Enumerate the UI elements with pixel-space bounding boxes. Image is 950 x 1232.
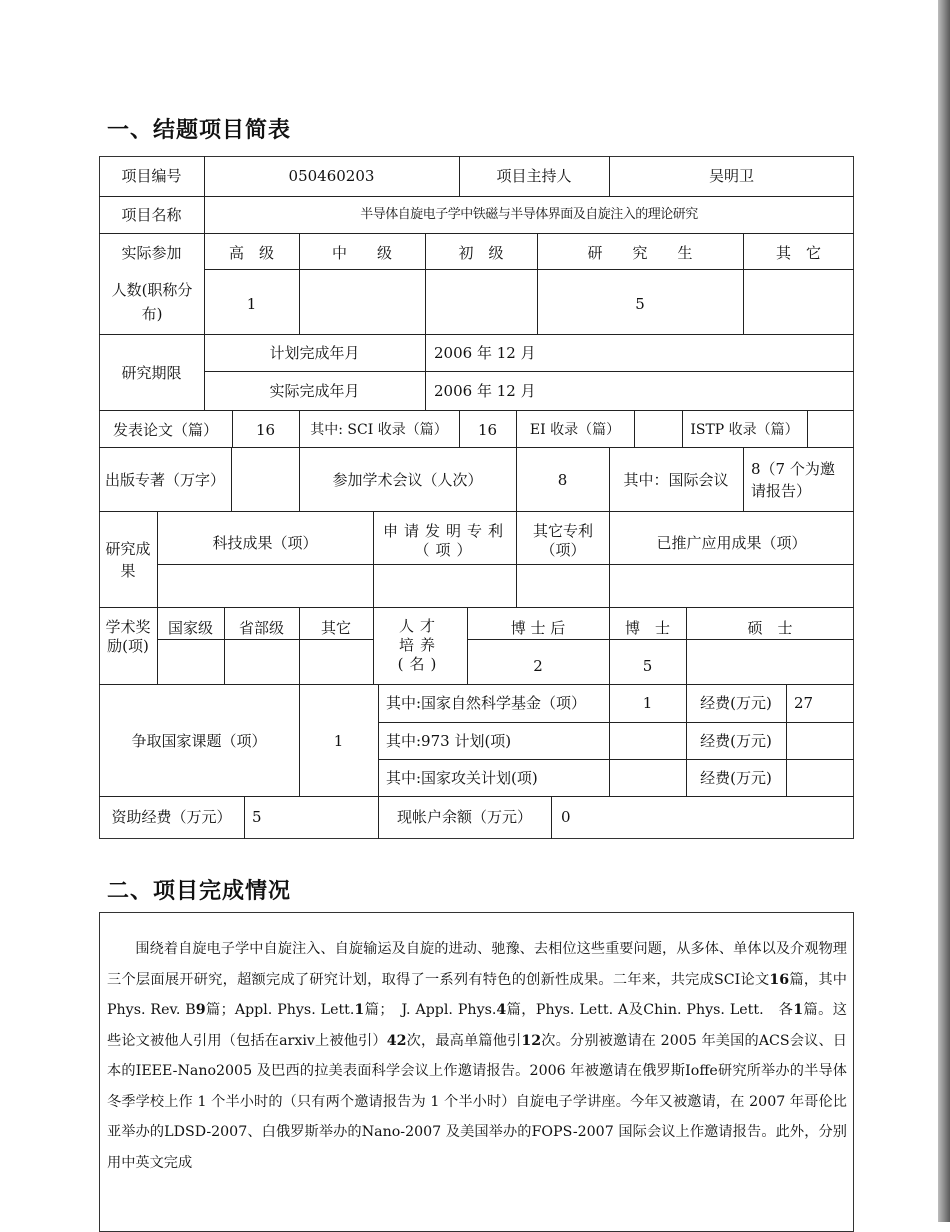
people-label-1: 实际参加 <box>121 244 182 262</box>
support-value: 5 <box>252 808 262 826</box>
col-line <box>373 607 374 685</box>
sci-value: 16 <box>477 421 498 439</box>
tech-results-label: 科技成果（项） <box>212 534 318 552</box>
para-text-5: 篇，Phys. Lett. A及Chin. Phys. Lett. 各 <box>506 1002 794 1018</box>
actual-date: 2006 年 12 月 <box>434 382 536 400</box>
section-1-title: 一、结题项目简表 <box>107 118 292 143</box>
row-line <box>99 334 854 335</box>
row-line <box>157 639 373 640</box>
section-2-title: 二、项目完成情况 <box>107 879 292 904</box>
col-line <box>231 447 232 512</box>
row-line <box>99 511 854 512</box>
papers-value: 16 <box>255 421 276 439</box>
phd-label: 博 士 <box>624 619 670 637</box>
conf-label: 参加学术会议（人次） <box>332 471 483 489</box>
postdoc-value: 2 <box>533 657 543 675</box>
grants-label: 争取国家课题（项） <box>131 732 267 750</box>
row-line <box>99 684 854 685</box>
project-name-label: 项目名称 <box>121 206 182 224</box>
nsfc-value: 1 <box>642 694 653 712</box>
project-no-label: 项目编号 <box>121 167 182 185</box>
apl-count: 1 <box>354 1002 365 1018</box>
project-no-value: 050460203 <box>288 167 375 185</box>
row-line <box>467 639 854 640</box>
col-line <box>807 410 808 448</box>
col-line <box>743 447 744 512</box>
row-line <box>204 371 854 372</box>
col-line <box>786 684 787 797</box>
plan-label: 计划完成年月 <box>269 344 360 362</box>
talent-label: 人才培养(名) <box>397 617 443 673</box>
people-header-middle: 中 级 <box>331 244 392 262</box>
row-line <box>99 607 854 608</box>
prb-count: 9 <box>195 1002 206 1018</box>
awards-other-label: 其它 <box>320 619 351 637</box>
col-line <box>551 796 552 839</box>
people-header-senior: 高 级 <box>228 244 274 262</box>
awards-provincial-label: 省部级 <box>238 619 284 637</box>
actual-label: 实际完成年月 <box>269 382 360 400</box>
p973-funds-label: 经费(万元) <box>700 732 772 750</box>
other-patent-label: 其它专利（项） <box>532 522 593 559</box>
jap-count: 4 <box>496 1002 507 1018</box>
patent-label: 申请发明专利（项） <box>382 522 509 559</box>
para-text-8: 次。分别被邀请在 2005 年美国的ACS会议、日本的IEEE-Nano2005 及巴西的拉美表面科学会议上作邀请报告。2006 年被邀请在俄罗斯Ioffe研究所举办的半导体冬季学校上作 1 个半小时的（只有两个邀请报告为 1 个半小时）自旋电子学讲座。今年又被邀请，在 2007 年哥伦比亚举办的LDSD-2007、白俄罗斯举办的Nano-2007 及美国举办的FOPS-2007 国际会议上作邀请报告。此外，分别用中英文完成 <box>107 1032 847 1171</box>
page-edge-shadow <box>938 0 950 1222</box>
nsfc-label: 其中:国家自然科学基金（项） <box>386 694 587 712</box>
row-line <box>157 564 854 565</box>
col-line <box>425 334 426 411</box>
people-header-junior: 初 级 <box>458 244 504 262</box>
intl-value: 8（7 个为邀请报告） <box>751 460 835 500</box>
col-line <box>204 156 205 411</box>
sci-count: 16 <box>769 971 790 988</box>
nsfc-funds-label: 经费(万元) <box>700 694 772 712</box>
host-label: 项目主持人 <box>496 167 572 185</box>
people-header-other: 其 它 <box>775 244 821 262</box>
para-text-1: 围绕着自旋电子学中自旋注入、自旋输运及自旋的进动、驰豫、去相位这些重要问题，从多体、单体以及介观物理三个层面展开研究，超额完成了研究计划，取得了一系列有特色的创新性成果。二年来，共完成SCI论文 <box>107 941 847 988</box>
row-line <box>99 410 854 411</box>
row-line <box>378 722 854 723</box>
key-project-label: 其中:国家攻关计划(项) <box>386 769 538 787</box>
balance-label: 现帐户余额（万元） <box>396 808 532 826</box>
phd-value: 5 <box>642 657 653 675</box>
people-value-student: 5 <box>635 295 645 313</box>
people-value-senior: 1 <box>246 295 257 313</box>
project-name-value: 半导体自旋电子学中铁磁与半导体界面及自旋注入的理论研究 <box>360 207 698 222</box>
postdoc-label: 博 士 后 <box>510 619 566 637</box>
col-line <box>634 410 635 448</box>
col-line <box>609 511 610 608</box>
p973-label: 其中:973 计划(项) <box>386 732 512 750</box>
period-label: 研究期限 <box>121 364 182 382</box>
sci-label: 其中: SCI 收录（篇） <box>310 422 448 438</box>
people-header-student: 研 究 生 <box>587 244 693 262</box>
awards-national-label: 国家级 <box>167 619 213 637</box>
support-label: 资助经费（万元） <box>111 808 232 826</box>
para-text-2: 篇，其中Phys. Rev. B <box>107 971 847 1018</box>
awards-label: 学术奖励(项) <box>105 618 151 655</box>
people-label-2: 人数(职称分布) <box>111 281 193 323</box>
istp-label: ISTP 收录（篇） <box>690 422 799 438</box>
row-line <box>99 447 854 448</box>
row-line <box>99 796 854 797</box>
applied-results-label: 已推广应用成果（项） <box>656 534 807 552</box>
col-line <box>244 796 245 839</box>
para-text-3: 篇；Appl. Phys. Lett. <box>205 1002 355 1018</box>
max-cite: 12 <box>521 1032 542 1049</box>
master-label: 硕 士 <box>747 619 793 637</box>
grants-value: 1 <box>333 732 344 750</box>
conf-value: 8 <box>557 471 568 489</box>
col-line <box>373 511 374 608</box>
row-line <box>204 269 854 270</box>
col-line <box>516 511 517 608</box>
balance-value: 0 <box>561 808 571 826</box>
ei-label: EI 收录（篇） <box>529 422 621 438</box>
para-text-4: 篇； J. Appl. Phys. <box>364 1002 497 1018</box>
row-line <box>99 196 854 197</box>
each-count: 1 <box>793 1002 804 1018</box>
para-text-7: 次，最高单篇他引 <box>406 1032 522 1049</box>
books-label: 出版专著（万字） <box>104 471 225 489</box>
completion-paragraph <box>107 934 847 1178</box>
intl-label: 其中：国际会议 <box>623 471 729 489</box>
para-text-6: 篇。这些论文被他人引用（包括在arxiv上被他引） <box>107 1002 847 1049</box>
papers-label: 发表论文（篇） <box>112 421 218 439</box>
host-value: 吴明卫 <box>708 167 754 185</box>
key-funds-label: 经费(万元) <box>700 769 772 787</box>
results-label: 研究成果 <box>105 540 151 580</box>
nsfc-funds-value: 27 <box>794 694 814 712</box>
plan-date: 2006 年 12 月 <box>434 344 536 362</box>
row-line <box>378 759 854 760</box>
row-line <box>99 233 854 234</box>
cite-count: 42 <box>386 1032 407 1049</box>
